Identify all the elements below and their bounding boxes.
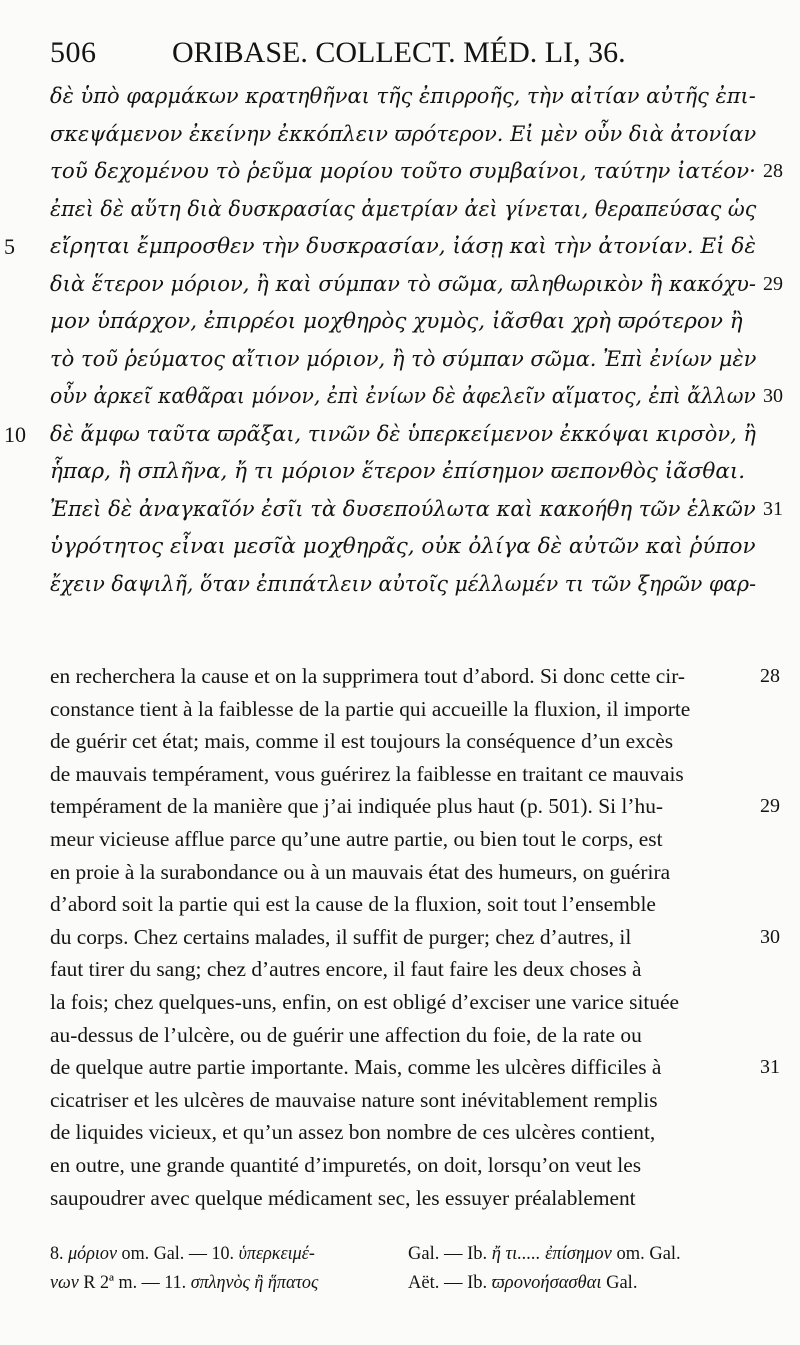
french-line: [50, 953, 756, 986]
line-text: de quelque autre partie importante. Mais, comme les ulcères difficiles à: [50, 1055, 662, 1080]
line-text: τοῦ δεχομένου τὸ ῥεῦμα μορίου τοῦτο συμβαίνοι, ταύτην ἰατέον·: [50, 159, 756, 184]
line-text: tempérament de la manière que j’ai indiquée plus haut (p. 501). Si l’hu-: [50, 794, 664, 819]
footnote-row: [50, 1240, 756, 1269]
french-line: [50, 888, 756, 921]
greek-line: [50, 491, 783, 529]
footnote-right: Gal. — Ib. ἤ τι..... ἐπίσημον om. Gal.: [408, 1244, 681, 1264]
greek-line: [4, 228, 756, 266]
line-text: ὑγρότητος εἶναι μεσῖὰ μοχθηρᾶς, οὐκ ὀλίγα δὲ αὐτῶν καὶ ῥύπον: [50, 534, 756, 559]
greek-line: [50, 303, 750, 341]
line-text: σκεψάμενον ἐκείνην ἐκκόπλειν ϖρότερον. Εἰ μὲν οὖν διὰ ἀτονίαν: [50, 121, 757, 147]
french-line: [50, 986, 756, 1019]
greek-line: [50, 528, 756, 566]
margin-reference: 29: [763, 272, 783, 295]
line-text: la fois; chez quelques-uns, enfin, on est obligé d’exciser une varice située: [50, 989, 680, 1014]
french-line: [50, 725, 756, 758]
greek-line: [4, 416, 756, 454]
greek-line: [50, 266, 783, 304]
line-text: de mauvais tempérament, vous guérirez la faiblesse en traitant ce mauvais: [50, 761, 684, 786]
french-line: [50, 823, 756, 856]
line-text: au-dessus de l’ulcère, ou de guérir une affection du foie, de la rate ou: [50, 1022, 642, 1047]
french-line: [50, 1149, 756, 1182]
footnote-right: Aët. — Ib. ϖρονοήσασθαι Gal.: [408, 1273, 638, 1293]
french-line: [50, 693, 756, 726]
french-line: [50, 1051, 780, 1084]
line-text: εἴρηται ἔμπροσθεν τὴν δυσκρασίαν, ἰάσῃ καὶ τὴν ἀτονίαν. Εἰ δὲ: [50, 234, 756, 259]
line-text: ἔχειν δαψιλῆ, ὅταν ἐπιπάτλειν αὐτοῖς μέλλωμέν τι τῶν ξηρῶν φαρ-: [50, 571, 757, 597]
line-text: διὰ ἕτερον μόριον, ἢ καὶ σύμπαν τὸ σῶμα, ϖληθωρικὸν ἢ κακόχυ-: [50, 271, 757, 297]
greek-text-block: [4, 78, 783, 603]
margin-reference: 29: [760, 795, 780, 818]
greek-line: [50, 378, 783, 416]
greek-line: [50, 153, 783, 191]
footnote-row: [50, 1269, 756, 1298]
french-line: [50, 790, 780, 823]
french-line: [50, 921, 780, 954]
line-text: constance tient à la faiblesse de la partie qui accueille la fluxion, il importe: [50, 696, 691, 721]
french-line: [50, 1084, 756, 1117]
margin-reference: 28: [760, 665, 780, 687]
greek-line: [50, 116, 757, 154]
line-text: de guérir cet état; mais, comme il est toujours la conséquence d’un excès: [50, 729, 674, 754]
greek-line: [50, 566, 757, 604]
greek-line: [50, 191, 757, 229]
margin-reference: 30: [763, 385, 783, 407]
page-number: 506: [50, 36, 97, 69]
margin-reference: 31: [760, 1056, 780, 1079]
line-text: d’abord soit la partie qui est la cause de la fluxion, soit tout l’ensemble: [50, 892, 656, 917]
line-text: ἐπεὶ δὲ αὕτη διὰ δυσκρασίας ἀμετρίαν ἀεὶ γίνεται, θεραπεύσας ὡς: [50, 196, 757, 222]
line-text: en proie à la surabondance ou à un mauvais état des humeurs, on guérira: [50, 859, 671, 884]
footnotes: [50, 1240, 756, 1298]
line-number: 5: [4, 234, 15, 259]
line-text: du corps. Chez certains malades, il suffit de purger; chez d’autres, il: [50, 924, 632, 949]
running-title: ORIBASE. COLLECT. MÉD. LI, 36.: [172, 36, 626, 69]
line-text: ἧπαρ, ἢ σπλῆνα, ἤ τι μόριον ἕτερον ἐπίσημον ϖεπονθὸς ἰᾶσθαι.: [50, 459, 746, 484]
greek-line: [50, 453, 750, 491]
french-line: [50, 1182, 756, 1215]
line-number: 10: [4, 421, 26, 447]
line-text: δὲ ἄμφω ταῦτα ϖρᾶξαι, τινῶν δὲ ὑπερκείμενον ἐκκόψαι κιρσὸν, ἢ: [50, 421, 756, 447]
footnote-left: 8. μόριον om. Gal. — 10. ὑπερκειμέ-: [50, 1244, 315, 1264]
french-line: [50, 660, 780, 693]
margin-reference: 28: [763, 160, 783, 182]
line-text: οὖν ἀρκεῖ καθᾶραι μόνον, ἐπὶ ἐνίων δὲ ἀφελεῖν αἵματος, ἐπὶ ἄλλων: [50, 384, 756, 409]
line-text: en recherchera la cause et on la supprimera tout d’abord. Si donc cette cir-: [50, 664, 686, 688]
line-text: saupoudrer avec quelque médicament sec, les essuyer préalablement: [50, 1185, 636, 1210]
line-text: μον ὑπάρχον, ἐπιρρέοι μοχθηρὸς χυμὸς, ἰᾶσθαι χρὴ ϖρότερον ἢ: [50, 309, 743, 334]
line-text: τὸ τοῦ ῥεύματος αἴτιον μόριον, ἢ τὸ σύμπαν σῶμα. Ἐπὶ ἐνίων μὲν: [50, 346, 757, 372]
footnote-left: νων R 2ª m. — 11. σπληνὸς ἢ ἥπατος: [50, 1273, 319, 1293]
greek-line: [50, 78, 756, 116]
line-text: Ἐπεὶ δὲ ἀναγκαῖόν ἐσῖι τὰ δυσεπούλωτα καὶ κακοήθη τῶν ἑλκῶν: [50, 496, 756, 522]
line-text: meur vicieuse afflue parce qu’une autre partie, ou bien tout le corps, est: [50, 826, 663, 851]
margin-reference: 31: [763, 497, 783, 520]
line-text: δὲ ὑπὸ φαρμάκων κρατηθῆναι τῆς ἐπιρροῆς, τὴν αἰτίαν αὐτῆς ἐπι-: [50, 84, 756, 109]
line-text: en outre, une grande quantité d’impuretés, on doit, lorsqu’on veut les: [50, 1152, 642, 1177]
line-text: faut tirer du sang; chez d’autres encore, il faut faire les deux choses à: [50, 957, 642, 982]
page-header: [50, 36, 750, 76]
french-line: [50, 1116, 756, 1149]
margin-reference: 30: [760, 925, 780, 948]
line-text: cicatriser et les ulcères de mauvaise nature sont inévitablement remplis: [50, 1087, 658, 1112]
french-line: [50, 1019, 756, 1052]
french-line: [50, 856, 756, 889]
greek-line: [50, 341, 757, 379]
line-text: de liquides vicieux, et qu’un assez bon nombre de ces ulcères contient,: [50, 1120, 656, 1145]
french-line: [50, 758, 756, 791]
french-translation-block: [50, 660, 780, 1214]
